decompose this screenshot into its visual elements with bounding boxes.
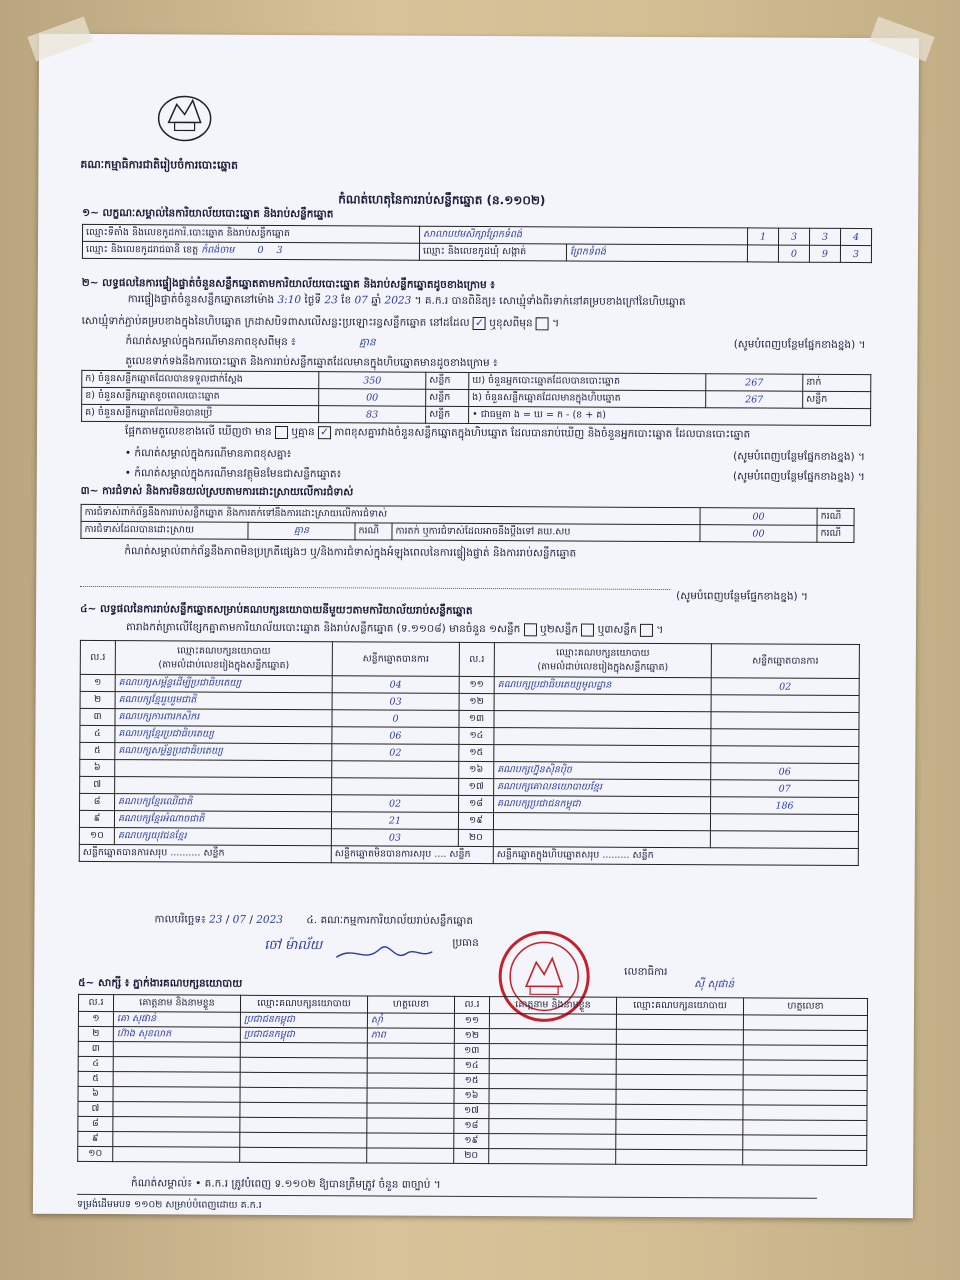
witness-name-right — [489, 1044, 616, 1060]
spoiled-label: ខ) ចំនួនសន្លឹកឆ្នោតខូចពេលបោះឆ្នោត — [82, 387, 319, 405]
party-name-right — [494, 711, 711, 729]
results-col-party-left-sub: (តាមលំដាប់លេខរៀងក្នុងសន្លឹកឆ្នោត) — [158, 658, 290, 671]
form-sheet — [33, 34, 919, 1219]
party-votes-left: 02 — [332, 795, 459, 813]
appeal-value: 00 — [700, 525, 817, 543]
unused-value: 83 — [319, 406, 426, 424]
total-invalid-label: សន្លឹកឆ្នោតមិនបានការសរុប — [334, 848, 432, 860]
party-name-right — [494, 728, 711, 746]
witness-party-right — [616, 1044, 743, 1060]
difference-note-line — [125, 334, 865, 352]
witness-number-right: ២០ — [454, 1148, 489, 1163]
form-footer: ទម្រង់ដើមមបទ ១១០២ សម្រាប់បំពេញដោយ គ.ក.រ — [76, 1198, 262, 1211]
province-value: កំពង់ចាម — [201, 244, 235, 256]
witness-note: កំណត់សម្គាល់៖ • គ.ក.រ ត្រូវបំពេញ ទ.១១០២ ឱ្យបានត្រឹមត្រូវ ចំនួន ៣ច្បាប់ ។ — [131, 1177, 441, 1191]
witness-col-party-right: ឈ្មោះគណបក្សនយោបាយ — [616, 997, 743, 1015]
witness-number-left: ៦ — [78, 1086, 113, 1101]
witness-col-no-left: ល.រ — [78, 994, 113, 1011]
witness-party-right — [616, 1029, 743, 1045]
figures-intro: តួលេខទាក់ទងនឹងការបោះឆ្នោត និងការរាប់សន្លឹកឆ្នោតដែលមានក្នុងហិបឆ្នោតមានដូចខាងក្រោម ៖ — [125, 355, 498, 370]
secretary-label: លេខាធិការ — [624, 965, 668, 979]
verify-month: 07 — [354, 294, 368, 307]
results-col-party-right-sub: (តាមលំដាប់លេខរៀងក្នុងសន្លឹកឆ្នោត) — [537, 660, 669, 673]
witness-party-left: ប្រជាជនកម្ពុជា — [240, 1012, 367, 1028]
section5-heading: ៥~ សាក្សី ៖ ភ្នាក់ងារគណបក្សនយោបាយ — [78, 976, 243, 990]
total-box-label: សន្លឹកឆ្នោតក្នុងហិបឆ្នោតសរុប — [496, 849, 600, 861]
party-name-left — [115, 777, 332, 795]
party-name-left: គណបក្សការពារកសិករ — [115, 709, 332, 727]
province-code-2: 3 — [276, 244, 283, 256]
province-code-1: 0 — [257, 244, 264, 256]
form-title: កំណត់ហេតុនៃការរាប់សន្លឹកឆ្នោត (ន.១១០២) — [338, 192, 546, 208]
witness-sign-left: ភាព — [367, 1028, 454, 1043]
total-valid-unit: សន្លឹក — [203, 847, 225, 859]
witness-sign-right — [743, 1030, 867, 1046]
party-name-right: គណបក្សប្រជាជនកម្ពុជា — [494, 796, 711, 814]
witness-col-name-left: គោត្តនាម និងនាមខ្លួន — [113, 995, 240, 1013]
seal-line: សោឃ្មុំទាក់ភ្ជាប់គម្របខាងក្នុងនៃហិបឆ្នោត ក្រដាសបិទពាសលើសន្លះប្រឡោះរន្ធសន្លឹកឆ្នោត នៅដដែល ✓ ឬខុសពីមុន ។ — [81, 314, 560, 330]
tally-sheet-line: តារាងកត់ត្រាលើខ្សែកគ្នាតាមការិយាល័យបោះឆ្នោត និងរាប់សន្លឹកឆ្នោត (ទ.១១០៨) មានចំនួន ១សន្លឹក ឬ២សន្លឹក ឬ៣សន្លឹក ។ — [125, 621, 664, 636]
party-name-left: គណបក្សខ្មែរអំណាចជាតិ — [114, 811, 331, 829]
party-votes-right — [710, 814, 858, 832]
party-name-left: គណបក្សខ្មែរឈើជាតិ — [115, 794, 332, 812]
signature-scribble-icon — [334, 935, 434, 966]
verify-year: 2023 — [384, 294, 412, 307]
total-box-unit: សន្លឹក — [632, 849, 654, 861]
party-number-left: ៧ — [80, 776, 115, 793]
witness-party-left — [240, 1042, 367, 1058]
results-col-votes-right: សន្លឹកឆ្នោតបានការ — [711, 644, 859, 679]
voters-value: 267 — [706, 374, 803, 392]
verify-line — [128, 292, 686, 309]
party-name-left: គណបក្សសម្ព័ន្ធដើម្បីប្រជាធិបតេយ្យ — [115, 675, 332, 693]
witness-name-right — [489, 1014, 616, 1030]
commune-code-3: 3 — [840, 245, 871, 262]
party-votes-left: 21 — [331, 812, 458, 830]
appeal-unit: ករណី — [817, 525, 854, 542]
witness-sign-right — [743, 1150, 867, 1166]
witness-name-right — [489, 1119, 616, 1135]
party-number-right: ១៩ — [458, 812, 493, 829]
party-number-right: ១៦ — [459, 761, 494, 778]
party-name-left: គណបក្សខ្មែរប្រជាធិបតេយ្យ — [115, 726, 332, 744]
party-number-left: ៥ — [80, 742, 115, 759]
location-code-2: 3 — [778, 228, 809, 245]
witness-name-right — [489, 1149, 616, 1165]
results-col-party-right — [494, 643, 711, 678]
date-day: 23 — [209, 913, 223, 926]
witness-sign-left — [367, 1148, 454, 1163]
chair-signature: ចៅ ម៉ាល័យ — [264, 937, 323, 954]
witness-sign-right — [743, 1075, 867, 1091]
witness-party-right — [616, 1089, 743, 1105]
witness-number-left: ៣ — [78, 1041, 113, 1056]
compare-text: ផ្អែកតាមតួលេខខាងលើ ឃើញថា មាន — [124, 425, 272, 438]
resolved-unit: ករណី — [355, 523, 392, 540]
date-year: 2023 — [256, 913, 284, 926]
witness-sign-right — [743, 1135, 867, 1151]
party-name-left: គណបក្សយុវជនខ្មែរ — [114, 828, 331, 846]
inbox-value: 267 — [706, 391, 803, 409]
witness-col-party-left: ឈ្មោះគណបក្សនយោបាយ — [240, 995, 367, 1013]
tally-sheet-text-c: ឬ៣សន្លឹក — [597, 623, 637, 636]
witness-party-right — [616, 1074, 743, 1090]
witness-party-left — [240, 1102, 367, 1118]
verify-text-d: ឆ្នាំ — [371, 294, 382, 307]
received-value: 350 — [319, 372, 426, 390]
witness-name-right — [489, 1089, 616, 1105]
witness-number-right: ១៥ — [454, 1073, 489, 1088]
total-valid-label: សន្លឹកឆ្នោតបានការសរុប — [82, 846, 168, 859]
results-col-votes-left: សន្លឹកឆ្នោតបានការ — [332, 642, 459, 677]
witness-name-left: គោ សុផាន់ — [113, 1012, 240, 1028]
three-sheet-checkbox[interactable] — [640, 623, 653, 636]
witness-sign-right — [743, 1060, 867, 1076]
verify-time: 3:10 — [277, 293, 302, 307]
witness-party-left — [240, 1147, 367, 1163]
party-votes-right: 06 — [711, 763, 859, 781]
location-code-4: 4 — [840, 228, 871, 245]
commune-code-2: 9 — [809, 245, 840, 262]
one-sheet-checkbox[interactable] — [524, 623, 537, 636]
witness-number-right: ១១ — [454, 1013, 489, 1028]
witness-col-sign-left: ហត្ថលេខា — [367, 996, 454, 1013]
witness-party-right — [616, 1149, 743, 1165]
received-unit: សន្លឹក — [426, 372, 469, 389]
location-code-1: 1 — [747, 228, 778, 245]
voters-unit: នាក់ — [803, 374, 871, 391]
witness-sign-left — [367, 1058, 454, 1073]
witness-number-left: ៤ — [78, 1056, 113, 1071]
witness-party-left — [240, 1132, 367, 1148]
witness-party-right — [616, 1134, 743, 1150]
party-votes-right — [711, 746, 859, 764]
unused-unit: សន្លឹក — [426, 406, 469, 423]
total-invalid-cell: សន្លឹកឆ្នោតមិនបានការសរុប .... សន្លឹក — [331, 846, 493, 864]
complaints-value: 00 — [700, 508, 817, 526]
spoiled-unit: សន្លឹក — [426, 389, 469, 406]
results-table — [79, 640, 860, 866]
results-col-party-left — [115, 641, 332, 676]
bullet-difference — [125, 446, 865, 464]
witness-sign-right — [743, 1120, 867, 1136]
spoiled-value: 00 — [319, 389, 426, 407]
party-number-left: ១០ — [79, 827, 114, 844]
same-checkbox[interactable]: ✓ — [473, 316, 486, 329]
witness-number-left: ៩ — [78, 1131, 113, 1146]
witness-name-left — [113, 1102, 240, 1118]
witness-party-right — [616, 1059, 743, 1075]
witness-number-right: ១៣ — [454, 1043, 489, 1058]
witness-number-right: ១៦ — [454, 1088, 489, 1103]
witness-sign-left — [367, 1118, 454, 1133]
difference-note-value: គ្មាន — [359, 336, 376, 349]
province-label: ឈ្មោះ និងលេខកូដរាជធានី ខេត្ត — [85, 243, 199, 256]
province-row — [82, 241, 419, 260]
total-box-cell: សន្លឹកឆ្នោតក្នុងហិបឆ្នោតសរុប ......... សន្លឹក — [493, 847, 858, 866]
results-col-party-right-title: ឈ្មោះគណបក្សនយោបាយ — [556, 646, 650, 659]
fill-hint-1: (សូមបំពេញបន្ថែមផ្នែកខាងខ្នង) ។ — [733, 338, 866, 352]
party-name-right: គណបក្សគោលនយោបាយខ្មែរ — [494, 779, 711, 797]
witness-number-left: ៧ — [78, 1101, 113, 1116]
location-value: សាលាបឋមសិក្សាព្រែកទំពង់ — [420, 226, 748, 245]
no-difference-checkbox[interactable]: ✓ — [318, 426, 331, 439]
total-valid-cell: សន្លឹកឆ្នោតបានការសរុប .......... សន្លឹក — [79, 844, 331, 862]
witness-col-no-right: ល.រ — [454, 996, 489, 1013]
witness-sign-left — [367, 1133, 454, 1148]
party-votes-left: 0 — [332, 710, 459, 728]
fill-hint-2: (សូមបំពេញបន្ថែមផ្នែកខាងខ្នង) ។ — [733, 450, 865, 464]
witness-name-left — [113, 1132, 240, 1148]
party-votes-right: 07 — [711, 780, 859, 798]
voters-label: ឃ) ចំនួនអ្នកបោះឆ្នោតដែលបានបោះឆ្នោត — [469, 372, 706, 390]
party-number-right: ១៧ — [459, 778, 494, 795]
witness-name-right — [489, 1104, 616, 1120]
witness-party-left — [240, 1087, 367, 1103]
section3-heading: ៣~ ការជំទាស់ និងការមិនយល់ស្របតាមការដោះស្រាយលើការជំទាស់ — [80, 484, 354, 499]
figures-table — [81, 370, 871, 426]
compare-line — [125, 424, 750, 441]
complaints-unit: ករណី — [817, 508, 854, 525]
fill-hint-4: (សូមបំពេញបន្ថែមផ្នែកខាងខ្នង) ។ — [676, 590, 808, 603]
party-number-left: ៤ — [80, 725, 115, 742]
fill-hint-3: (សូមបំពេញបន្ថែមផ្នែកខាងខ្នង) ។ — [732, 470, 865, 484]
witness-name-right — [489, 1134, 616, 1150]
party-number-left: ៨ — [80, 793, 115, 810]
irregularity-note: កំណត់សម្គាល់ពាក់ព័ន្ធនឹងភាពមិនប្រក្រតីផ្សេងៗ ឬ/និងការជំទាស់ក្នុងអំឡុងពេលនៃការផ្ទៀងផ្ទាត់ និងការរាប់សន្លឹកឆ្នោត — [124, 545, 577, 560]
bullet-foreign — [125, 466, 865, 484]
witness-sign-left — [367, 1073, 454, 1088]
inbox-unit: សន្លឹក — [803, 391, 871, 408]
witness-row — [78, 1146, 867, 1165]
witness-number-left: ១ — [78, 1011, 113, 1026]
party-number-right: ១៨ — [459, 795, 494, 812]
witness-name-left — [113, 1057, 240, 1073]
witness-number-right: ១៨ — [454, 1118, 489, 1133]
changed-checkbox[interactable] — [536, 317, 549, 330]
verify-text-e: ។ គ.ក.រ បានពិនិត្យ៖ សោឃ្មុំទាំងពីរទាក់នៅគម្របខាងក្រៅនៃហិបឆ្នោត — [414, 294, 686, 309]
party-name-right — [494, 694, 711, 712]
org-name: គណៈកម្មាធិការជាតិរៀបចំការបោះឆ្នោត — [80, 157, 239, 172]
witness-name-left — [113, 1087, 240, 1103]
unused-label: គ) ចំនួនសន្លឹកឆ្នោតដែលមិនបានប្រើ — [82, 404, 319, 422]
witness-name-right — [489, 1029, 616, 1045]
witness-name-right — [489, 1059, 616, 1075]
complaints-label: ការជំទាស់ពាក់ព័ន្ធនឹងការរាប់សន្លឹកឆ្នោត និងការតក់ទៅនឹងការដោះស្រាយលើការជំទាស់ — [81, 504, 700, 524]
witness-party-right — [616, 1119, 743, 1135]
date-line: កាលបរិច្ឆេទ៖ 23 / 07 / 2023 ៤. គណៈកម្មការការិយាល័យរាប់សន្លឹកឆ្នោត — [154, 913, 474, 927]
chair-label: ប្រធាន — [452, 936, 479, 950]
witness-number-right: ១៩ — [454, 1133, 489, 1148]
party-number-right: ១១ — [459, 676, 494, 693]
witness-number-right: ១៧ — [454, 1103, 489, 1118]
has-difference-checkbox[interactable] — [275, 425, 288, 438]
party-votes-right — [710, 831, 858, 849]
resolved-label: ការជំទាស់ដែលបានដោះស្រាយ — [81, 521, 248, 539]
party-name-right: គណបក្សប្រជាធិបតេយ្យមូលដ្ឋាន — [494, 677, 711, 695]
witness-sign-left — [367, 1043, 454, 1058]
party-votes-left: 02 — [332, 744, 459, 762]
party-number-right: ១៤ — [459, 727, 494, 744]
witness-sign-right — [743, 1015, 867, 1031]
witness-number-left: ២ — [78, 1026, 113, 1041]
commune-code-1: 0 — [778, 245, 809, 262]
witness-party-right — [616, 1014, 743, 1030]
witness-sign-right — [743, 1105, 867, 1121]
location-code-3: 3 — [809, 228, 840, 245]
party-number-left: ៣ — [80, 708, 115, 725]
received-label: ក) ចំនួនសន្លឹកឆ្នោតដែលបានទទួលជាក់ស្តែង — [82, 370, 319, 388]
party-votes-right: 186 — [711, 797, 859, 815]
location-table — [82, 224, 872, 263]
commune-label: ឈ្មោះ និងលេខកូដឃុំ សង្កាត់ — [419, 243, 566, 261]
party-number-right: ១៣ — [459, 710, 494, 727]
party-name-right: គណបក្សហ្វ៊ុនស៊ិនប៉ិច — [494, 762, 711, 780]
location-label: ឈ្មោះទីតាំង និងលេខកូដការិ.បោះឆ្នោត និងរាប់សន្លឹកឆ្នោត — [83, 224, 420, 243]
witness-number-left: ៨ — [78, 1116, 113, 1131]
complaints-table — [80, 504, 854, 543]
witness-party-right — [616, 1104, 743, 1120]
party-number-left: ៩ — [79, 810, 114, 827]
witness-name-left — [113, 1117, 240, 1133]
party-name-right — [494, 745, 711, 763]
bullet-difference-label: • កំណត់សម្គាល់ក្នុងករណីមានភាពខុសគ្នា៖ — [124, 447, 292, 461]
bullet-foreign-label: • កំណត់សម្គាល់ក្នុងករណីមានវត្ថុមិនមែនជាសន្លឹកឆ្នោត៖ — [124, 467, 342, 481]
witness-table — [77, 994, 868, 1166]
witness-sign-right — [743, 1045, 867, 1061]
formula: • ជាធម្មតា ង = ឃ = ក - (ខ + គ) — [469, 406, 871, 425]
party-number-right: ១៥ — [459, 744, 494, 761]
date-month: 07 — [232, 913, 247, 926]
witness-name-right — [489, 1074, 616, 1090]
verify-text-b: ថ្ងៃទី — [304, 294, 322, 307]
witness-party-left: ប្រជាជនកម្ពុជា — [240, 1027, 367, 1043]
secretary-signature: ស៊ី សុផាន់ — [694, 978, 735, 991]
verify-text-c: ខែ — [341, 294, 352, 307]
witness-name-left — [113, 1072, 240, 1088]
witness-party-left — [240, 1057, 367, 1073]
witness-number-right: ១៤ — [454, 1058, 489, 1073]
seal-text: សោឃ្មុំទាក់ភ្ជាប់គម្របខាងក្នុងនៃហិបឆ្នោត ក្រដាសបិទពាសលើសន្លះប្រឡោះរន្ធសន្លឹកឆ្នោត នៅដដែល — [81, 314, 470, 329]
party-number-left: ៦ — [80, 759, 115, 776]
witness-sign-left — [367, 1103, 454, 1118]
section4-heading: ៤~ លទ្ធផលនៃការរាប់សន្លឹកឆ្នោតសម្រាប់គណបក្សនយោបាយនីមួយៗតាមការិយាល័យរាប់សន្លឹកឆ្នោត — [80, 602, 473, 617]
nec-emblem-icon — [155, 88, 215, 142]
verify-text-a: ការផ្ទៀងផ្ទាត់ចំនួនសន្លឹកឆ្នោតនៅម៉ោង — [127, 293, 275, 306]
resolved-value: គ្មាន — [248, 522, 355, 540]
total-invalid-unit: សន្លឹក — [449, 848, 471, 860]
party-votes-right — [711, 712, 859, 730]
party-votes-left — [332, 761, 459, 779]
party-votes-right — [711, 695, 859, 713]
difference-note-label: កំណត់សម្គាល់ក្នុងករណីមានភាពខុសពីមុន ៖ — [125, 335, 296, 349]
party-name-right — [493, 813, 710, 831]
witness-name-left — [113, 1042, 240, 1058]
party-name-left: គណបក្សខ្មែររួបរួមជាតិ — [115, 692, 332, 710]
witness-number-left: ១០ — [78, 1146, 113, 1161]
party-number-right: ១២ — [459, 693, 494, 710]
appeal-label: ការតក់ ឬការជំទាស់ដែលអាចនឹងប្តឹងទៅ គឃ.សប — [392, 523, 700, 542]
witness-name-left — [113, 1147, 240, 1163]
witness-col-sign-right: ហត្ថលេខា — [743, 998, 867, 1016]
party-votes-left: 06 — [332, 727, 459, 745]
results-col-no-right: ល.រ — [459, 642, 494, 676]
witness-party-left — [240, 1117, 367, 1133]
witness-party-left — [240, 1072, 367, 1088]
party-votes-left — [332, 778, 459, 796]
section2-heading: ២~ លទ្ធផលនៃការផ្ទៀងផ្ទាត់ចំនួនសន្លឹកឆ្នោតតាមការិយាល័យបោះឆ្នោត និងរាប់សន្លឹកឆ្នោតដូចខាងក្រោម ៖ — [81, 276, 495, 292]
section1-heading: ១~ លក្ខណៈសម្គាល់នៃការិយាល័យបោះឆ្នោត និងរាប់សន្លឹកឆ្នោត — [82, 206, 334, 221]
seal-text-b: ឬខុសពីមុន — [489, 317, 533, 330]
party-votes-right: 02 — [711, 678, 859, 696]
party-name-left — [115, 760, 332, 778]
two-sheet-checkbox[interactable] — [581, 623, 594, 636]
party-number-left: ១ — [80, 674, 115, 691]
tally-sheet-text-b: ឬ២សន្លឹក — [540, 623, 579, 636]
witness-sign-right — [743, 1090, 867, 1106]
witness-sign-left — [367, 1088, 454, 1103]
results-col-party-left-title: ឈ្មោះគណបក្សនយោបាយ — [177, 644, 271, 657]
witness-number-right: ១២ — [454, 1028, 489, 1043]
party-name-left: គណបក្សសម្ព័ន្ធប្រជាធិបតេយ្យ — [115, 743, 332, 761]
results-col-no-left: ល.រ — [80, 640, 115, 674]
commune-value: ព្រែកទំពង់ — [566, 244, 747, 262]
party-votes-left: 04 — [332, 676, 459, 694]
witness-name-left: ហ៊ាង សុខលាភ — [113, 1027, 240, 1043]
party-votes-left: 03 — [331, 829, 458, 847]
compare-text-c: ភាពខុសគ្នារវាងចំនួនសន្លឹកឆ្នោតក្នុងហិបឆ្នោត ដែលបានរាប់ឃើញ និងចំនួនអ្នកបោះឆ្នោត ដែលបានបោះឆ្នោត — [334, 426, 751, 441]
party-name-right — [493, 830, 710, 848]
party-votes-right — [711, 729, 859, 747]
party-votes-left: 03 — [332, 693, 459, 711]
tally-sheet-text: តារាងកត់ត្រាលើខ្សែកគ្នាតាមការិយាល័យបោះឆ្នោត និងរាប់សន្លឹកឆ្នោត (ទ.១១០៨) មានចំនួន ១សន្លឹក — [125, 621, 521, 636]
witness-sign-left: ស៊ាំ — [367, 1013, 454, 1028]
date-label: កាលបរិច្ឆេទ៖ — [154, 913, 206, 926]
party-number-left: ២ — [80, 691, 115, 708]
witness-number-left: ៥ — [78, 1071, 113, 1086]
committee-label: ៤. គណៈកម្មការការិយាល័យរាប់សន្លឹកឆ្នោត — [306, 914, 474, 927]
compare-text-b: ឬគ្មាន — [291, 426, 315, 439]
party-number-right: ២០ — [458, 829, 493, 846]
verify-day: 23 — [324, 294, 338, 307]
witness-col-name-right: គោត្តនាម និងនាមខ្លួន — [489, 997, 616, 1015]
inbox-label: ង) ចំនួនសន្លឹកឆ្នោតដែលមានក្នុងហិបឆ្នោត — [469, 389, 706, 407]
